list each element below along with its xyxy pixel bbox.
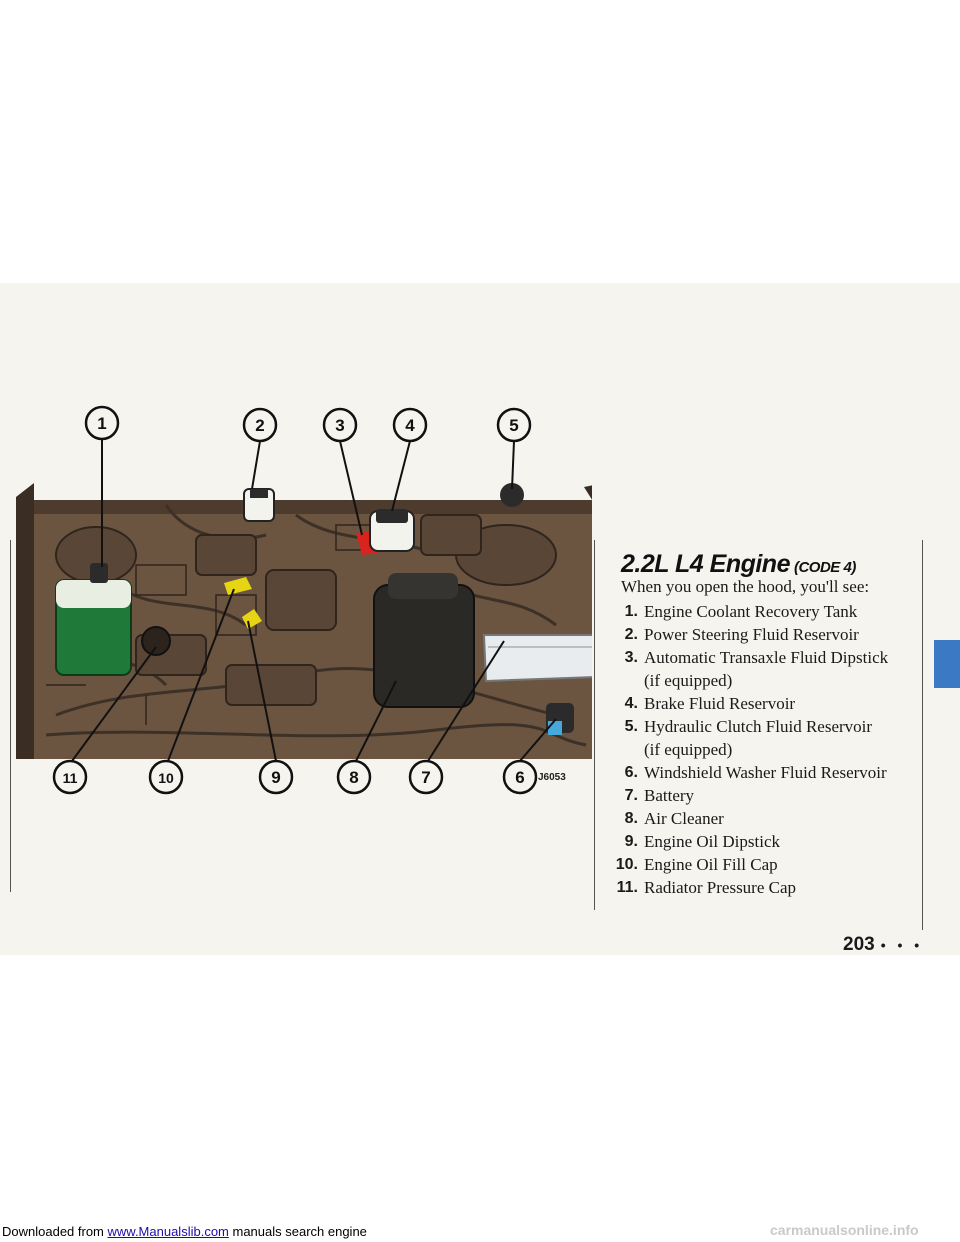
heading-title: 2.2L L4 Engine [621, 550, 790, 578]
list-item: 7. Battery [624, 786, 695, 805]
section-tab-marker [934, 640, 960, 688]
figure-code: J6053 [538, 772, 566, 783]
callout-5: 5 [509, 416, 519, 435]
section-heading [621, 550, 856, 579]
column-rule [594, 540, 595, 910]
watermark: carmanualsonline.info [770, 1222, 919, 1238]
manualslib-link[interactable]: www.Manualslib.com [107, 1224, 229, 1239]
heading-code: (CODE 4) [793, 559, 856, 576]
list-item: 8. Air Cleaner [624, 809, 724, 828]
list-item: 5. Hydraulic Clutch Fluid Reservoir (if equipped) [624, 717, 873, 759]
callout-4: 4 [405, 416, 415, 435]
list-item: 2. Power Steering Fluid Reservoir [624, 625, 859, 644]
radiator-cap [142, 627, 170, 655]
list-item: 6. Windshield Washer Fluid Reservoir [624, 763, 887, 782]
intro-text: When you open the hood, you'll see: [621, 577, 870, 596]
callout-9: 9 [271, 768, 281, 787]
list-item: 1. Engine Coolant Recovery Tank [624, 602, 858, 621]
callout-11: 11 [62, 770, 78, 786]
list-item: 4. Brake Fluid Reservoir [624, 694, 796, 713]
list-item: 11. Radiator Pressure Cap [616, 878, 797, 897]
callout-3: 3 [335, 416, 345, 435]
callout-1: 1 [97, 414, 107, 433]
callout-8: 8 [349, 768, 359, 787]
component-list [608, 600, 920, 899]
margin-rule-right [922, 540, 923, 930]
list-item: 9. Engine Oil Dipstick [624, 832, 780, 851]
callout-2: 2 [255, 416, 265, 435]
list-item: 3. Automatic Transaxle Fluid Dipstick (if equipped) [624, 648, 889, 690]
page-number: 203 • • • [843, 934, 924, 955]
battery [484, 635, 592, 681]
callout-10: 10 [158, 770, 174, 786]
callout-7: 7 [421, 768, 431, 787]
engine-compartment-illustration [16, 385, 592, 875]
callout-6: 6 [515, 768, 525, 787]
fender-left [16, 483, 34, 759]
margin-rule-left [10, 540, 11, 892]
air-cleaner [374, 585, 474, 707]
download-footer: Downloaded from www.Manualslib.com manuals search engine [2, 1224, 367, 1239]
list-item: 10. Engine Oil Fill Cap [615, 855, 778, 874]
page-dots: • • • [880, 937, 924, 953]
